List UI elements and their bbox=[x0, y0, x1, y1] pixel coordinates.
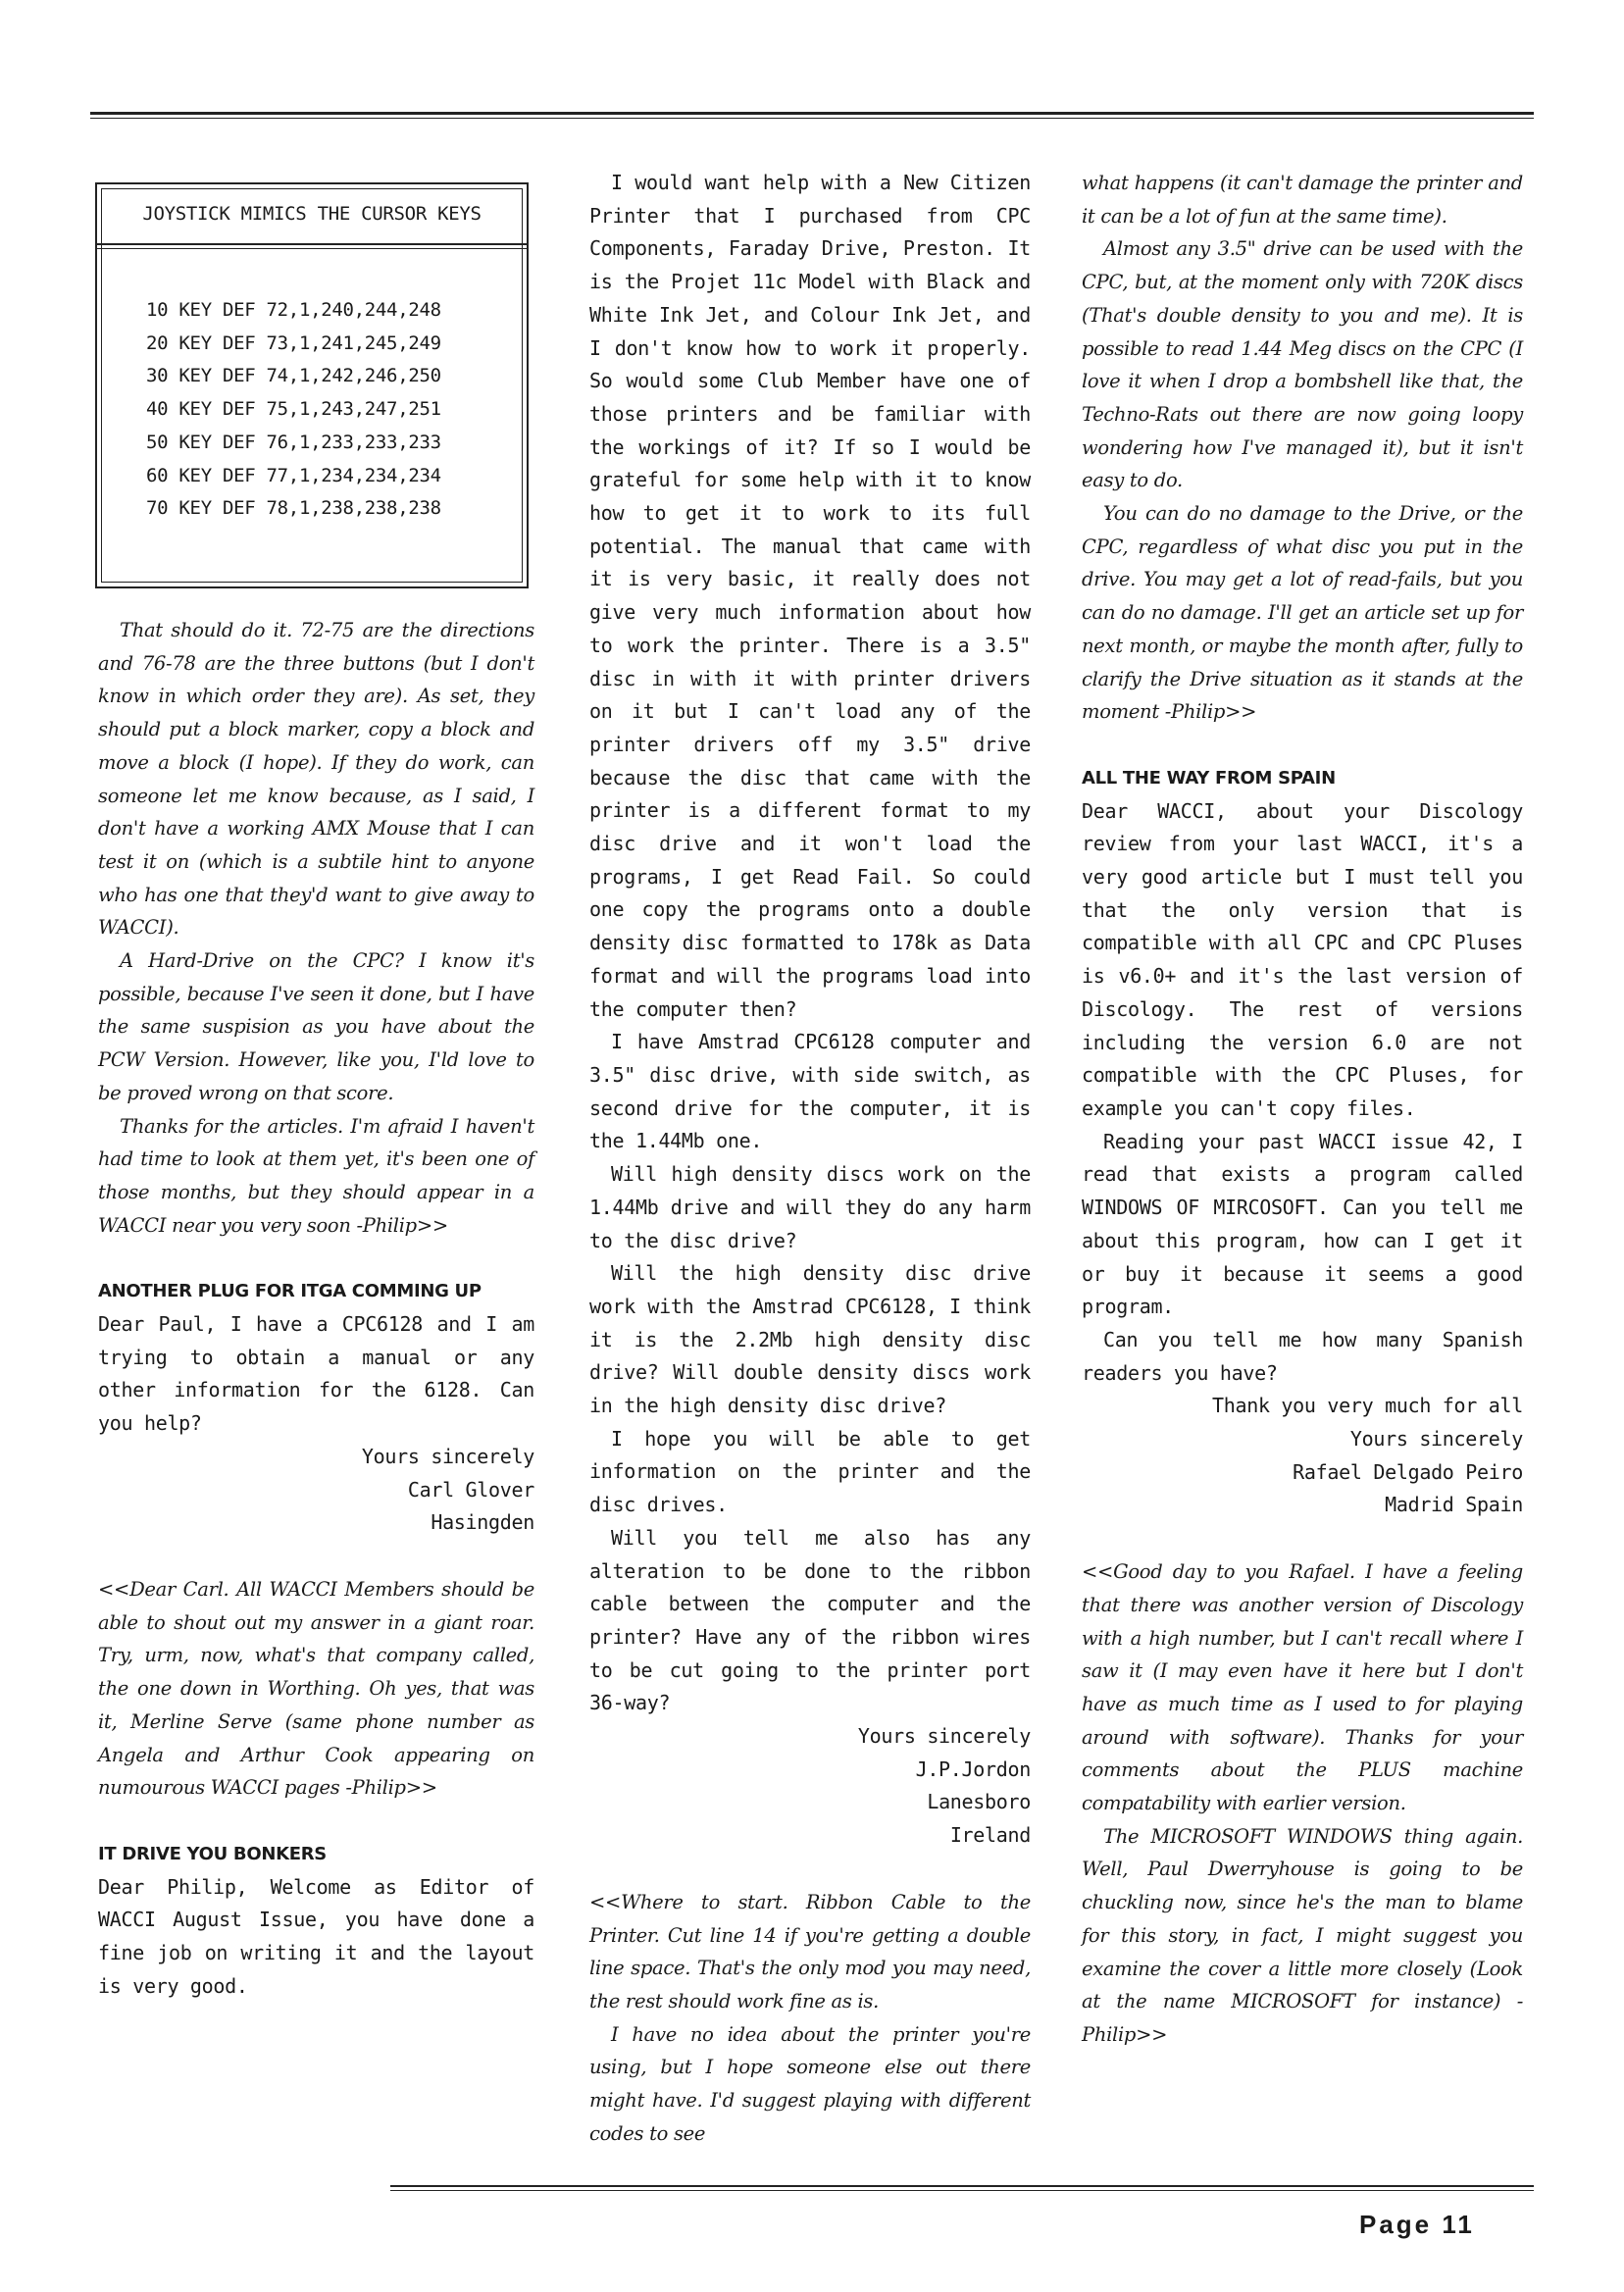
code-line: 50 KEY DEF 76,1,233,233,233 bbox=[146, 431, 441, 453]
editor-reply: <<Where to start. Ribbon Cable to the Printer. Cut line 14 if you're getting a double line space. That's the only mod you may need, the rest should work fine as is. bbox=[589, 1890, 1031, 2012]
letter-signoff: Yours sincerely bbox=[857, 1724, 1031, 1749]
column-left bbox=[98, 614, 534, 2003]
letter-location: Hasingden bbox=[431, 1510, 534, 1535]
page-number: Page 11 bbox=[1359, 2210, 1475, 2239]
column-middle bbox=[589, 167, 1031, 2150]
letter-body: Will high density discs work on the 1.44Mb drive and will they do any harm to the disc drive? bbox=[589, 1162, 1031, 1252]
letter-location: Madrid Spain bbox=[1385, 1493, 1523, 1517]
bottom-rule bbox=[390, 2185, 1534, 2191]
letter-heading: ALL THE WAY FROM SPAIN bbox=[1082, 767, 1336, 789]
letter-heading: IT DRIVE YOU BONKERS bbox=[98, 1843, 327, 1864]
code-line: 10 KEY DEF 72,1,240,244,248 bbox=[146, 299, 441, 321]
code-line: 70 KEY DEF 78,1,238,238,238 bbox=[146, 497, 441, 520]
code-listing-title: JOYSTICK MIMICS THE CURSOR KEYS bbox=[97, 184, 527, 245]
letter-body: I would want help with a New Citizen Printer that I purchased from CPC Components, Faraday Drive, Preston. It is the Projet 11c Model with Black and White Ink Jet, and Colour Ink Jet, and I don't know how to work it properly. So would some Club Member have one of those printers and be familiar with the workings of it? If so I would be grateful for some help with it to know how to get it to work to its full potential. The manual that came with it is very basic, it really does not give very much information about how to work the printer. There is a 3.5" disc in with it with printer drivers on it but I can't load any of the printer drivers off my 3.5" drive because the disc that came with the printer is a different format to my disc drive and it won't load the programs, I get Read Fail. So could one copy the programs onto a double density disc formatted to 178k as Data format and will the programs load into the computer then? bbox=[589, 171, 1031, 1021]
editor-reply: Almost any 3.5" drive can be used with the CPC, but, at the moment only with 720K discs (That's double density to you and me). It is possible to read 1.44 Meg discs on the CPC (I love it when I drop a bombshell like that, the Techno-Rats out there are now going loopy wondering how I've managed it), but it isn't easy to do. bbox=[1082, 237, 1523, 492]
letter-author: J.P.Jordon bbox=[915, 1757, 1031, 1781]
column-right bbox=[1082, 167, 1523, 2052]
letter-body: Reading your past WACCI issue 42, I read that exists a program called WINDOWS OF MIRCOSOFT. Can you tell me about this program, how can I get it or buy it because it seems a good program. bbox=[1082, 1129, 1523, 1319]
letter-author: Rafael Delgado Peiro bbox=[1293, 1459, 1523, 1484]
editor-reply: A Hard-Drive on the CPC? I know it's possible, because I've seen it done, but I have the same suspision as you have about the PCW Version. However, like you, I'ld love to be proved wrong on that score. bbox=[98, 949, 534, 1104]
code-line: 20 KEY DEF 73,1,241,245,249 bbox=[146, 331, 441, 354]
letter-signoff: Yours sincerely bbox=[361, 1444, 534, 1468]
editor-reply: The MICROSOFT WINDOWS thing again. Well, Paul Dwerryhouse is going to be chuckling now, since he's the man to blame for this story, in fact, I might suggest you examine the cover a little more closely (Look at the name MICROSOFT for instance) -Philip>> bbox=[1082, 1824, 1523, 2046]
code-listing-box bbox=[95, 182, 529, 588]
letter-body: I hope you will be able to get information on the printer and the disc drives. bbox=[589, 1426, 1031, 1517]
code-listing bbox=[146, 294, 441, 526]
editor-reply: <<Dear Carl. All WACCI Members should be able to shout out my answer in a giant roar. Try, urm, now, what's that company called, the one down in Worthing. Oh yes, that was it, Merline Serve (same phone number as Angela and Arthur Cook appearing on numourous WACCI pages -Philip>> bbox=[98, 1577, 534, 1800]
editor-reply: I have no idea about the printer you're using, but I hope someone else out there might have. I'd suggest playing with different codes to see bbox=[589, 2022, 1031, 2145]
editor-reply: <<Good day to you Rafael. I have a feeling that there was another version of Discology with a high number, but I can't recall where I saw it (I may even have it here but I don't have as much time as I used to for playing around with software). Thanks for your comments about the PLUS machine compatability with earlier version. bbox=[1082, 1560, 1523, 1815]
letter-author: Carl Glover bbox=[407, 1477, 534, 1502]
letter-heading: ANOTHER PLUG FOR ITGA COMMING UP bbox=[98, 1281, 482, 1302]
letter-signoff: Yours sincerely bbox=[1349, 1427, 1523, 1452]
letter-body: Will the high density disc drive work with the Amstrad CPC6128, I think it is the 2.2Mb high density disc drive? Will double density discs work in the high density disc drive? bbox=[589, 1261, 1031, 1418]
letter-body: Will you tell me also has any alteration to be done to the ribbon cable between the computer and the printer? Have any of the ribbon wires to be cut going to the printer port 36-way? bbox=[589, 1525, 1031, 1715]
code-line: 60 KEY DEF 77,1,234,234,234 bbox=[146, 464, 441, 486]
letter-body: Dear WACCI, about your Discology review from your last WACCI, it's a very good article but I must tell you that the only version that is compatible with all CPC and CPC Pluses is v6.0+ and it's the last version of Discology. The rest of versions including the version 6.0 are not compatible with the CPC Pluses, for example you can't copy files. bbox=[1082, 798, 1523, 1120]
editor-reply: You can do no damage to the Drive, or the CPC, regardless of what disc you put in the drive. You may get a lot of read-fails, but you can do no damage. I'll get an article set up for next month, or maybe the month after, fully to clarify the Drive situation as it stands at the moment -Philip>> bbox=[1082, 502, 1523, 724]
editor-reply: Thanks for the articles. I'm afraid I haven't had time to look at them yet, it's been one of those months, but they should appear in a WACCI near you very soon -Philip>> bbox=[98, 1114, 534, 1237]
letter-body: Dear Philip, Welcome as Editor of WACCI August Issue, you have done a fine job on writing it and the layout is very good. bbox=[98, 1874, 534, 1998]
code-line: 40 KEY DEF 75,1,243,247,251 bbox=[146, 398, 441, 421]
editor-reply: what happens (it can't damage the printer and it can be a lot of fun at the same time). bbox=[1082, 172, 1523, 228]
letter-body: Can you tell me how many Spanish readers you have? bbox=[1082, 1327, 1523, 1385]
letter-signoff: Thank you very much for all bbox=[1211, 1394, 1523, 1418]
letter-body: I have Amstrad CPC6128 computer and 3.5" disc drive, with side switch, as second drive for the computer, it is the 1.44Mb one. bbox=[589, 1030, 1031, 1153]
code-line: 30 KEY DEF 74,1,242,246,250 bbox=[146, 365, 441, 387]
letter-location: Lanesboro bbox=[927, 1790, 1031, 1814]
letter-body: Dear Paul, I have a CPC6128 and I am trying to obtain a manual or any other information for the 6128. Can you help? bbox=[98, 1312, 534, 1436]
letter-location: Ireland bbox=[949, 1823, 1031, 1848]
editor-reply: That should do it. 72-75 are the directions and 76-78 are the three buttons (but I don't know in which order they are). As set, they should put a block marker, copy a block and move a block (I hope). If they do work, can someone let me know because, as I said, I don't have a working AMX Mouse that I can test it on (which is a subtile hint to anyone who has one that they'd want to give away to WACCI). bbox=[98, 619, 534, 940]
top-rule bbox=[90, 112, 1534, 119]
